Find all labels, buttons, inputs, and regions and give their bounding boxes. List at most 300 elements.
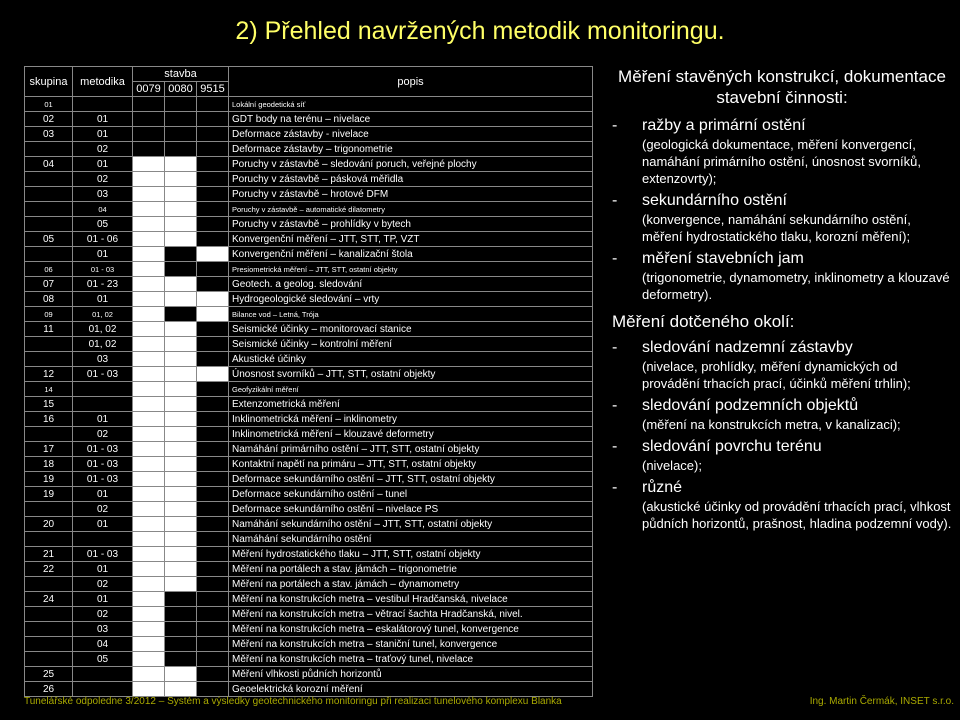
cell-skupina [25, 577, 73, 592]
header-stavba-0079: 0079 [133, 82, 165, 97]
cell-metodika: 01 - 03 [73, 472, 133, 487]
table-row [25, 412, 593, 427]
table-row [25, 97, 593, 112]
cell-metodika: 01 [73, 487, 133, 502]
cell-skupina: 17 [25, 442, 73, 457]
list-item-heading: sekundárního ostění [642, 192, 787, 209]
cell-skupina: 07 [25, 277, 73, 292]
cell-metodika: 01 - 03 [73, 262, 133, 277]
cell-skupina: 12 [25, 367, 73, 382]
cell-popis: Inklinometrická měření – inklinometry [229, 412, 593, 427]
list-item-heading: sledování podzemních objektů [642, 397, 859, 414]
table-row [25, 232, 593, 247]
list-item-detail: (měření na konstrukcích metra, v kanalizaci); [642, 417, 901, 432]
cell-popis: Konvergenční měření – JTT, STT, TP, VZT [229, 232, 593, 247]
cell-stavba-flag [133, 607, 165, 622]
cell-stavba-flag [133, 292, 165, 307]
cell-stavba-flag [165, 457, 197, 472]
cell-skupina [25, 187, 73, 202]
cell-metodika: 01 - 03 [73, 547, 133, 562]
cell-popis: Měření na konstrukcích metra – větrací šachta Hradčanská, nivel. [229, 607, 593, 622]
list-item-heading: měření stavebních jam [642, 250, 804, 267]
cell-stavba-flag [165, 337, 197, 352]
cell-stavba-flag [165, 592, 197, 607]
header-stavba-9515: 9515 [197, 82, 229, 97]
cell-stavba-flag [197, 607, 229, 622]
cell-stavba-flag [133, 472, 165, 487]
cell-stavba-flag [133, 382, 165, 397]
cell-skupina [25, 607, 73, 622]
cell-stavba-flag [165, 607, 197, 622]
cell-popis: Lokální geodetická síť [229, 97, 593, 112]
page-title: 2) Přehled navržených metodik monitoringu. [235, 17, 725, 45]
cell-popis: Měření na portálech a stav. jámách – dynamometry [229, 577, 593, 592]
cell-metodika: 01 [73, 292, 133, 307]
cell-stavba-flag [133, 502, 165, 517]
cell-stavba-flag [133, 97, 165, 112]
cell-skupina: 03 [25, 127, 73, 142]
table-row [25, 487, 593, 502]
bullet-dash: - [612, 479, 618, 496]
table-row [25, 262, 593, 277]
cell-stavba-flag [165, 562, 197, 577]
cell-stavba-flag [165, 517, 197, 532]
cell-skupina [25, 637, 73, 652]
cell-skupina: 21 [25, 547, 73, 562]
cell-stavba-flag [133, 397, 165, 412]
cell-stavba-flag [165, 502, 197, 517]
cell-skupina: 19 [25, 472, 73, 487]
cell-stavba-flag [165, 667, 197, 682]
cell-stavba-flag [197, 652, 229, 667]
cell-metodika: 01 [73, 127, 133, 142]
cell-popis: Namáhání sekundárního ostění [229, 532, 593, 547]
cell-metodika: 03 [73, 187, 133, 202]
table-row [25, 442, 593, 457]
cell-stavba-flag [133, 457, 165, 472]
cell-stavba-flag [197, 172, 229, 187]
cell-stavba-flag [197, 397, 229, 412]
list-item [612, 338, 952, 392]
table-row [25, 217, 593, 232]
cell-skupina: 15 [25, 397, 73, 412]
cell-stavba-flag [165, 427, 197, 442]
cell-stavba-flag [197, 637, 229, 652]
cell-stavba-flag [197, 457, 229, 472]
cell-stavba-flag [197, 187, 229, 202]
list-item [612, 478, 952, 532]
list-item-body [642, 396, 952, 433]
cell-popis: Měření vlhkosti půdních horizontů [229, 667, 593, 682]
cell-skupina: 01 [25, 97, 73, 112]
table-row [25, 502, 593, 517]
cell-popis: Geotech. a geolog. sledování [229, 277, 593, 292]
cell-metodika: 03 [73, 352, 133, 367]
cell-stavba-flag [133, 547, 165, 562]
cell-stavba-flag [165, 682, 197, 697]
cell-popis: Seismické účinky – kontrolní měření [229, 337, 593, 352]
cell-metodika: 01, 02 [73, 337, 133, 352]
table-row [25, 247, 593, 262]
cell-stavba-flag [197, 232, 229, 247]
table-row [25, 547, 593, 562]
cell-popis: Měření hydrostatického tlaku – JTT, STT, ostatní objekty [229, 547, 593, 562]
cell-popis: Geofyzikální měření [229, 382, 593, 397]
cell-stavba-flag [133, 517, 165, 532]
footer [24, 696, 954, 712]
cell-stavba-flag [197, 322, 229, 337]
table-row [25, 172, 593, 187]
cell-stavba-flag [165, 442, 197, 457]
list-item-detail: (akustické účinky od provádění trhacích prací, vlhkost půdních horizontů, prašnost, hladina podzemní vody). [642, 499, 952, 531]
cell-stavba-flag [197, 202, 229, 217]
table-row [25, 592, 593, 607]
cell-metodika: 02 [73, 577, 133, 592]
cell-stavba-flag [133, 142, 165, 157]
cell-popis: Poruchy v zástavbě – prohlídky v bytech [229, 217, 593, 232]
cell-stavba-flag [165, 382, 197, 397]
section-heading-surroundings: Měření dotčeného okolí: [612, 312, 795, 331]
cell-stavba-flag [133, 412, 165, 427]
header-metodika: metodika [73, 67, 133, 97]
cell-metodika: 01 [73, 247, 133, 262]
list-item-detail: (nivelace); [642, 458, 702, 473]
cell-stavba-flag [165, 142, 197, 157]
list-item-heading: ražby a primární ostění [642, 117, 806, 134]
cell-stavba-flag [133, 202, 165, 217]
cell-stavba-flag [197, 547, 229, 562]
footer-author: Ing. Martin Čermák, INSET s.r.o. [809, 696, 954, 707]
cell-stavba-flag [165, 637, 197, 652]
cell-popis: Měření na konstrukcích metra – eskalátorový tunel, konvergence [229, 622, 593, 637]
cell-stavba-flag [133, 337, 165, 352]
list-item [612, 396, 952, 433]
cell-stavba-flag [165, 232, 197, 247]
cell-popis: Kontaktní napětí na primáru – JTT, STT, ostatní objekty [229, 457, 593, 472]
surroundings-list [612, 338, 952, 532]
cell-metodika: 01, 02 [73, 307, 133, 322]
cell-stavba-flag [197, 682, 229, 697]
table-row [25, 202, 593, 217]
list-item [612, 116, 952, 187]
list-item [612, 191, 952, 245]
cell-skupina [25, 502, 73, 517]
cell-stavba-flag [165, 127, 197, 142]
list-item-body [642, 338, 952, 392]
cell-stavba-flag [165, 367, 197, 382]
cell-stavba-flag [165, 532, 197, 547]
cell-skupina: 24 [25, 592, 73, 607]
cell-stavba-flag [165, 202, 197, 217]
cell-stavba-flag [197, 622, 229, 637]
cell-stavba-flag [133, 172, 165, 187]
cell-stavba-flag [197, 487, 229, 502]
cell-stavba-flag [197, 532, 229, 547]
cell-skupina [25, 172, 73, 187]
cell-stavba-flag [133, 352, 165, 367]
cell-stavba-flag [197, 292, 229, 307]
table-row [25, 277, 593, 292]
cell-popis: Namáhání sekundárního ostění – JTT, STT, ostatní objekty [229, 517, 593, 532]
table-row [25, 142, 593, 157]
table-row [25, 577, 593, 592]
cell-stavba-flag [197, 667, 229, 682]
list-item-heading: sledování povrchu terénu [642, 438, 822, 455]
cell-metodika: 01 [73, 112, 133, 127]
cell-popis: Konvergenční měření – kanalizační štola [229, 247, 593, 262]
table-row [25, 652, 593, 667]
cell-stavba-flag [133, 277, 165, 292]
cell-metodika: 05 [73, 652, 133, 667]
cell-popis: Bilance vod – Letná, Trója [229, 307, 593, 322]
cell-skupina [25, 622, 73, 637]
cell-metodika: 04 [73, 637, 133, 652]
cell-skupina: 14 [25, 382, 73, 397]
cell-skupina [25, 352, 73, 367]
section-heading-constructions: Měření stavěných konstrukcí, dokumentace stavební činnosti: [618, 67, 946, 107]
cell-popis: Měření na portálech a stav. jámách – trigonometrie [229, 562, 593, 577]
list-item-body [642, 116, 952, 187]
cell-stavba-flag [165, 262, 197, 277]
cell-stavba-flag [197, 352, 229, 367]
cell-stavba-flag [133, 127, 165, 142]
list-item [612, 437, 952, 474]
cell-stavba-flag [133, 667, 165, 682]
table-row [25, 427, 593, 442]
cell-stavba-flag [197, 517, 229, 532]
cell-metodika: 05 [73, 217, 133, 232]
cell-stavba-flag [197, 562, 229, 577]
cell-popis: Deformace zástavby - nivelace [229, 127, 593, 142]
cell-stavba-flag [165, 652, 197, 667]
cell-skupina: 18 [25, 457, 73, 472]
header-popis: popis [229, 67, 593, 97]
cell-stavba-flag [133, 637, 165, 652]
cell-metodika: 01 [73, 592, 133, 607]
cell-stavba-flag [165, 292, 197, 307]
cell-metodika: 03 [73, 622, 133, 637]
table-row [25, 337, 593, 352]
cell-skupina: 09 [25, 307, 73, 322]
cell-stavba-flag [165, 97, 197, 112]
right-panel [612, 66, 952, 532]
cell-stavba-flag [133, 427, 165, 442]
cell-stavba-flag [133, 262, 165, 277]
cell-popis: Inklinometrická měření – klouzavé deformetry [229, 427, 593, 442]
cell-stavba-flag [165, 157, 197, 172]
list-item-heading: různé [642, 479, 683, 496]
table-row [25, 127, 593, 142]
list-item-body [642, 478, 952, 532]
cell-metodika: 02 [73, 172, 133, 187]
cell-stavba-flag [165, 397, 197, 412]
cell-skupina: 08 [25, 292, 73, 307]
cell-popis: Namáhání primárního ostění – JTT, STT, ostatní objekty [229, 442, 593, 457]
table-row [25, 667, 593, 682]
cell-skupina: 06 [25, 262, 73, 277]
cell-stavba-flag [197, 307, 229, 322]
table-row [25, 322, 593, 337]
cell-popis: Hydrogeologické sledování – vrty [229, 292, 593, 307]
list-item-detail: (nivelace, prohlídky, měření dynamických od provádění trhacích prací, účinků měření trhlin); [642, 359, 911, 391]
cell-stavba-flag [133, 322, 165, 337]
cell-skupina: 04 [25, 157, 73, 172]
cell-stavba-flag [165, 352, 197, 367]
cell-popis: Poruchy v zástavbě – hrotové DFM [229, 187, 593, 202]
cell-popis: Měření na konstrukcích metra – vestibul Hradčanská, nivelace [229, 592, 593, 607]
cell-stavba-flag [197, 382, 229, 397]
cell-stavba-flag [197, 112, 229, 127]
cell-stavba-flag [133, 622, 165, 637]
cell-metodika: 01 - 03 [73, 367, 133, 382]
cell-popis: Presiometrická měření – JTT, STT, ostatní objekty [229, 262, 593, 277]
table-row [25, 397, 593, 412]
table-row [25, 382, 593, 397]
cell-metodika: 04 [73, 202, 133, 217]
cell-metodika: 02 [73, 427, 133, 442]
cell-stavba-flag [165, 217, 197, 232]
cell-skupina [25, 247, 73, 262]
cell-stavba-flag [197, 262, 229, 277]
cell-popis: Poruchy v zástavbě – automatické dilatometry [229, 202, 593, 217]
cell-stavba-flag [133, 532, 165, 547]
cell-stavba-flag [197, 217, 229, 232]
cell-stavba-flag [133, 442, 165, 457]
cell-skupina: 20 [25, 517, 73, 532]
cell-skupina [25, 532, 73, 547]
cell-stavba-flag [197, 577, 229, 592]
table-row [25, 307, 593, 322]
cell-metodika [73, 682, 133, 697]
cell-metodika: 01 - 06 [73, 232, 133, 247]
cell-skupina [25, 202, 73, 217]
cell-stavba-flag [165, 307, 197, 322]
cell-stavba-flag [165, 187, 197, 202]
cell-popis: GDT body na terénu – nivelace [229, 112, 593, 127]
cell-stavba-flag [197, 412, 229, 427]
cell-popis: Extenzometrická měření [229, 397, 593, 412]
table-row [25, 682, 593, 697]
table-row [25, 607, 593, 622]
footer-event: Tunelářské odpoledne 3/2012 – Systém a výsledky geotechnického monitoringu při realizaci tunelového komplexu Blanka [24, 696, 562, 707]
cell-skupina: 05 [25, 232, 73, 247]
cell-stavba-flag [197, 367, 229, 382]
cell-stavba-flag [197, 127, 229, 142]
cell-stavba-flag [165, 487, 197, 502]
table-row [25, 517, 593, 532]
cell-stavba-flag [133, 652, 165, 667]
table-row [25, 562, 593, 577]
cell-stavba-flag [165, 547, 197, 562]
header-skupina: skupina [25, 67, 73, 97]
table-row [25, 472, 593, 487]
list-item-detail: (trigonometrie, dynamometry, inklinometry a klouzavé deformetry). [642, 270, 950, 302]
cell-metodika: 01 [73, 157, 133, 172]
cell-skupina: 11 [25, 322, 73, 337]
cell-metodika [73, 667, 133, 682]
cell-popis: Seismické účinky – monitorovací stanice [229, 322, 593, 337]
cell-metodika [73, 397, 133, 412]
cell-popis: Únosnost svorníků – JTT, STT, ostatní objekty [229, 367, 593, 382]
cell-skupina: 25 [25, 667, 73, 682]
list-item-detail: (konvergence, namáhání sekundárního ostění, měření hydrostatického tlaku, korozní měření); [642, 212, 911, 244]
cell-stavba-flag [197, 97, 229, 112]
cell-popis: Deformace sekundárního ostění – JTT, STT, ostatní objekty [229, 472, 593, 487]
list-item [612, 249, 952, 303]
table-row [25, 292, 593, 307]
cell-stavba-flag [197, 277, 229, 292]
cell-metodika: 02 [73, 607, 133, 622]
cell-skupina: 02 [25, 112, 73, 127]
cell-metodika [73, 382, 133, 397]
cell-stavba-flag [165, 172, 197, 187]
cell-skupina: 16 [25, 412, 73, 427]
cell-stavba-flag [197, 502, 229, 517]
table-row [25, 637, 593, 652]
cell-metodika [73, 97, 133, 112]
cell-metodika: 01 [73, 412, 133, 427]
table-row [25, 157, 593, 172]
cell-stavba-flag [165, 277, 197, 292]
cell-popis: Geoelektrická korozní měření [229, 682, 593, 697]
header-stavba-0080: 0080 [165, 82, 197, 97]
list-item-body [642, 191, 952, 245]
cell-stavba-flag [165, 577, 197, 592]
bullet-dash: - [612, 397, 618, 414]
cell-metodika: 01 [73, 517, 133, 532]
header-stavba: stavba [133, 67, 229, 82]
table-row [25, 112, 593, 127]
cell-metodika: 01 - 03 [73, 457, 133, 472]
list-item-heading: sledování nadzemní zástavby [642, 339, 853, 356]
cell-metodika [73, 532, 133, 547]
constructions-list [612, 116, 952, 303]
methods-table-body [25, 97, 593, 697]
cell-stavba-flag [197, 442, 229, 457]
table-row [25, 532, 593, 547]
cell-stavba-flag [133, 592, 165, 607]
cell-metodika: 02 [73, 142, 133, 157]
cell-skupina: 22 [25, 562, 73, 577]
methods-table [24, 66, 593, 697]
cell-popis: Měření na konstrukcích metra – staniční tunel, konvergence [229, 637, 593, 652]
bullet-dash: - [612, 438, 618, 455]
cell-stavba-flag [133, 367, 165, 382]
list-item-detail: (geologická dokumentace, měření konvergencí, namáhání primárního ostění, únosnost svorníků, extenzovrty); [642, 137, 921, 186]
table-row [25, 457, 593, 472]
cell-skupina: 19 [25, 487, 73, 502]
cell-skupina: 26 [25, 682, 73, 697]
cell-stavba-flag [197, 472, 229, 487]
cell-skupina [25, 217, 73, 232]
cell-stavba-flag [197, 142, 229, 157]
cell-stavba-flag [165, 322, 197, 337]
cell-stavba-flag [165, 112, 197, 127]
cell-metodika: 01 - 23 [73, 277, 133, 292]
cell-stavba-flag [133, 232, 165, 247]
cell-skupina [25, 652, 73, 667]
cell-skupina [25, 142, 73, 157]
list-item-body [642, 249, 952, 303]
table-row [25, 622, 593, 637]
cell-stavba-flag [133, 187, 165, 202]
cell-metodika: 02 [73, 502, 133, 517]
bullet-dash: - [612, 192, 618, 209]
cell-popis: Akustické účinky [229, 352, 593, 367]
cell-stavba-flag [197, 157, 229, 172]
table-row [25, 352, 593, 367]
table-row [25, 187, 593, 202]
